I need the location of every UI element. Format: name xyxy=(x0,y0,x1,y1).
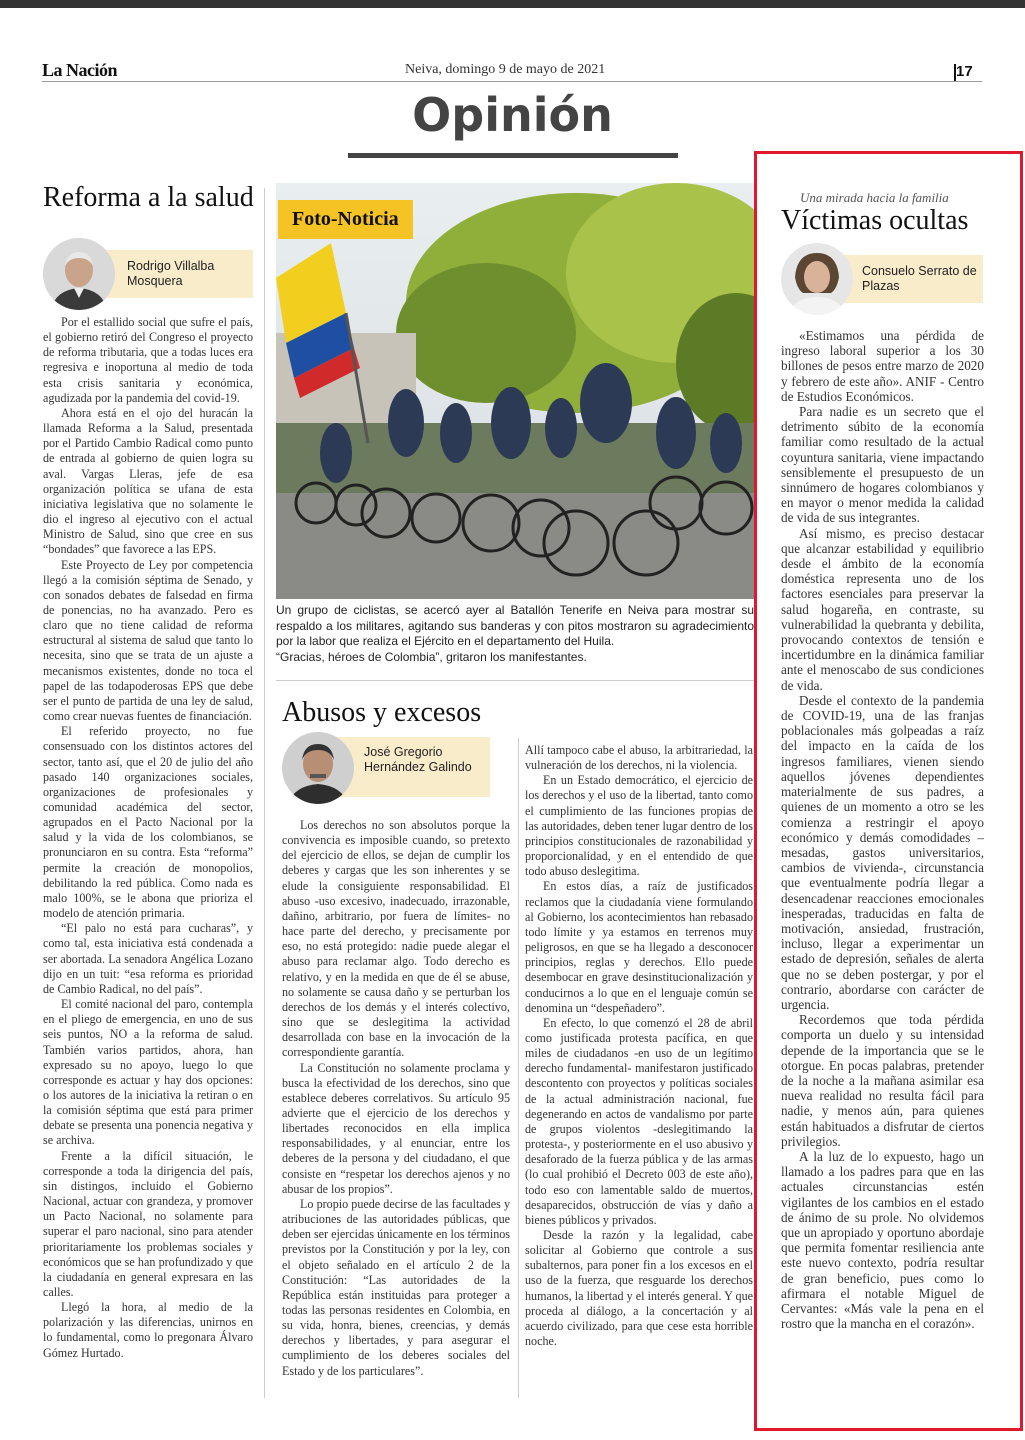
paragraph: En estos días, a raíz de justificados reclamos que la ciudadanía viene formulando al Gobierno, los acontecimientos han rebasado todo límite y ya estamos en terrenos muy peligrosos, en que se ha llegado a desconocer principios, reglas y derechos. Ello puede desembocar en grave desinstitucionalización y conducirnos a lo que en el lenguaje común se denomina un “despeñadero”. xyxy=(525,879,753,1015)
paragraph: Desde el contexto de la pandemia de COVID-19, una de las franjas poblacionales más golpeadas a raíz del impacto en la caída de los ingresos familiares, vienen siendo aquellos jóvenes dependientes materialmente de sus padres, a quienes de un momento a otro se les comienza a restringir el apoyo económico y demás comodidades –mesadas, gastos universitarios, cambios de vivienda-, circunstancia que eventualmente podría llegar a desencadenar reacciones emocionales inesperadas, traducidas en falta de motivación, ansiedad, frustración, incluso, llegar a experimentar un estado de depresión, señales de alerta que no se deben postergar, y por el contrario, abordarse con carácter de urgencia. xyxy=(781,692,984,1012)
paragraph: A la luz de lo expuesto, hago un llamado a los padres para que en las actuales circunstancias estén vigilantes de los cambios en el estado de ánimo de su prole. No olvidemos que un apropiado y oportuno abordaje que permita fomentar resiliencia ante este nuevo contexto, podría resultar de gran beneficio, pues como lo afirmara el notable Miguel de Cervantes: «Más vale la pena en el rostro que la mancha en el corazón». xyxy=(781,1148,984,1332)
photo-caption xyxy=(276,603,754,665)
paragraph: La Constitución no solamente proclama y busca la efectividad de los derechos, sino que establece deberes correlativos. Su artículo 95 advierte que el ejercicio de los derechos y libertades reconocidos en ella implica responsabilidades, y al enunciar, entre los deberes de la persona y del ciudadano, el que consiste en “respetar los derechos ajenos y no abusar de los propios”. xyxy=(282,1060,510,1196)
paragraph: Por el estallido social que sufre el país, el gobierno retiró del Congreso el proyecto de reforma tributaria, que a todas luces era regresiva e inoportuna al medio de toda esta crisis sanitaria y económica, agudizada por la pandemia del covid-19. xyxy=(43,315,253,405)
author-photo-consuelo xyxy=(781,243,853,315)
paragraph: «Estimamos una pérdida de ingreso laboral superior a los 30 billones de pesos entre marzo de 2020 y febrero de este año». ANIF - Centro de Estudios Económicos. xyxy=(781,328,984,404)
paragraph: El comité nacional del paro, contempla en el pliego de emergencia, en uno de sus seis puntos, NO a la reforma de salud. También varios partidos, ahora, han expresado su no apoyo, luego lo que corresponde es actuar y hay dos opciones: o los autores de la iniciativa la retiran o en la comisión séptima que está para primer debate se presenta una ponencia negativa y se archiva. xyxy=(43,997,253,1148)
paragraph: En un Estado democrático, el ejercicio de los derechos y el uso de la libertad, tanto como el cumplimiento de las funciones propias de las autoridades, deben tener lugar dentro de los principios constitucionales de razonabilidad y proporcionalidad, y en el entendido de que todo abuso deslegitima. xyxy=(525,773,753,879)
foto-noticia-tag: Foto-Noticia xyxy=(278,200,413,239)
paragraph: En efecto, lo que comenzó el 28 de abril como justificada protesta pacífica, en que miles de ciudadanos -en uso de un legítimo derecho fundamental- manifestaron justificado descontento con proyectos y políticas sociales de la actual administración nacional, fue degenerando en actos de vandalismo por parte de grupos violentos -deslegitimando la protesta-, y posteriormente en el uso abusivo y desaforado de la fuerza pública y de las armas (lo cual prohibió el Decreto 003 de este año), todo eso con lamentable saldo de muertos, desaparecidos, obstrucción de vías y daño a bienes públicos y privados. xyxy=(525,1015,753,1227)
article-body-abusos-col1 xyxy=(282,818,510,1379)
paragraph: Ahora está en el ojo del huracán la llamada Reforma a la Salud, presentada por el Partido Cambio Radical como punto de entrada al gobierno de quien logra su aval. Vargas Lleras, jefe de esa organización política se ufana de esta iniciativa legislativa que no solamente le dio el ingreso al ejecutivo con el actual Ministro de Salud, sino que cree en sus “bondades” que favorece a las EPS. xyxy=(43,405,253,557)
header-rule xyxy=(42,81,982,82)
caption-text: Un grupo de ciclistas, se acercó ayer al Batallón Tenerife en Neiva para mostrar su respaldo a los militares, agitando sus banderas y con pitos mostraron su agradecimiento por la labor que realiza el Ejército en el departamento del Huila. xyxy=(276,603,754,648)
page-number: 17 xyxy=(956,63,973,80)
top-bar xyxy=(0,0,1025,8)
paragraph: Para nadie es un secreto que el detrimento súbito de la economía familiar como resultado de la actual coyuntura sanitaria, viene impactando sensiblemente el presupuesto de un sinnúmero de hogares colombianos y en mayor o menor medida la calidad de vida de sus integrantes. xyxy=(781,404,984,526)
author-name: Consuelo Serrato de Plazas xyxy=(862,264,977,293)
byline-reforma xyxy=(100,250,253,298)
author-name: José Gregorio Hernández Galindo xyxy=(364,745,472,774)
paragraph: Frente a la difícil situación, le corresponde a toda la dirigencia del país, sin distingos, incluido el Gobierno Nacional, actuar con grandeza, y promover un Pacto Nacional, no solamente para superar el paro nacional, sino para atender prioritariamente los problemas sociales y económicos que se han profundizado y que la ciudadanía en general expresara en las calles. xyxy=(43,1148,253,1299)
paragraph: El referido proyecto, no fue consensuado con los distintos actores del sector, tanto así, que el 20 de julio del año pasado 140 organizaciones sociales, organizaciones de profesionales y comunidad académica del sector, agrupados en el Pacto Nacional por la salud y la vida de los colombianos, se pronunciaron en su contra. Esta “reforma” permite la creación de monopolios, debilitando la red pública. Como nada es malo 100%, se le abona que prioriza el modelo de atención primaria. xyxy=(43,724,253,921)
paragraph: “El palo no está para cucharas”, y como tal, esta iniciativa está condenada a ser abortada. La senadora Angélica Lozano dijo en un tuit: “esa reforma es prioridad de Cambio Radical, no del país”. xyxy=(43,921,253,996)
article-body-victimas xyxy=(781,328,984,1331)
column-divider xyxy=(264,188,265,1398)
paragraph: Llegó la hora, al medio de la polarización y las diferencias, unirnos en lo fundamental, como lo pregonara Álvaro Gómez Hurtado. xyxy=(43,1300,253,1360)
section-rule xyxy=(348,153,678,158)
kicker: Una mirada hacia la familia xyxy=(800,190,949,205)
headline-victimas: Víctimas ocultas xyxy=(781,205,969,236)
headline-reforma: Reforma a la salud xyxy=(43,182,254,213)
author-name: Rodrigo Villalba Mosquera xyxy=(127,259,215,288)
paragraph: Allí tampoco cabe el abuso, la arbitrariedad, la vulneración de los derechos, ni la violencia. xyxy=(525,743,753,773)
paragraph: Los derechos no son absolutos porque la convivencia es imposible cuando, so pretexto del ejercicio de ellos, se dejan de cumplir los deberes y cargas que les son inherentes y se elude la consiguiente responsabilidad. El abuso -uso excesivo, inadecuado, irrazonable, dañino, arbitrario, por fuera de límites- no hace parte del derecho, y precisamente por eso, no está protegido: nadie puede alegar el abuso para reclamar algo. Todo derecho es relativo, y en la medida en que de él se abuse, no solamente se causa daño y se perturban los derechos de los demás y el interés colectivo, sino que se deslegitima la actividad desarrollada con base en la invocación de la correspondiente garantía. xyxy=(282,818,510,1060)
paragraph: Lo propio puede decirse de las facultades y atribuciones de las autoridades públicas, que deben ser ejercidas únicamente en los términos previstos por la Constitución y por la ley, con el objeto señalado en el artículo 2 de la Constitución: “Las autoridades de la República están instituidas para proteger a todas las personas residentes en Colombia, en su vida, honra, bienes, creencias, y demás derechos y libertades, y para asegurar el cumplimiento de los deberes sociales del Estado y de los particulares”. xyxy=(282,1196,510,1378)
section-title: Opinión xyxy=(412,88,613,142)
paragraph: Así mismo, es preciso destacar que alcanzar estabilidad y equilibrio desde el ámbito de la economía doméstica representa uno de los factores esenciales para preservar la salud hogareña, en contraste, su vulnerabilidad la quebranta y debilita, provocando contextos de tensión e incertidumbre en la dinámica familiar ante el menoscabo de sus condiciones de vida. xyxy=(781,525,984,693)
news-photo-cyclists xyxy=(276,183,754,599)
newspaper-logo: La Nación xyxy=(42,60,118,80)
author-photo-rodrigo xyxy=(43,238,115,310)
article-body-reforma xyxy=(43,315,253,1361)
paragraph: Este Proyecto de Ley por competencia llegó a la comisión séptima de Senado, y con sonados debates de falsedad en firma de ponencias, no ha avanzado. Pero es claro que no tiene calidad de reforma estructural al sistema de salud que tanto lo necesita, sino que se trata de un ajuste a mecanismos existentes, donde no toca el papel de las todapoderosas EPS que debe ser el punto de partida de una ley de salud, como crear nuevas fuentes de financiación. xyxy=(43,557,253,724)
byline-abusos xyxy=(330,737,490,797)
paragraph: Desde la razón y la legalidad, cabe solicitar al Gobierno que controle a sus subalternos, para poner fin a los excesos en el uso de la fuerza, que resguarde los derechos humanos, la libertad y el interés general. Y que proceda al diálogo, a la concertación y al acuerdo civilizado, para que cese esta horrible noche. xyxy=(525,1228,753,1349)
section-divider xyxy=(276,680,754,681)
headline-abusos: Abusos y excesos xyxy=(282,697,482,728)
article-body-abusos-col2 xyxy=(525,743,753,1349)
dateline: Neiva, domingo 9 de mayo de 2021 xyxy=(405,62,606,77)
caption-quote: “Gracias, héroes de Colombia”, gritaron los manifestantes. xyxy=(276,649,587,664)
author-photo-jose xyxy=(282,732,354,804)
column-divider xyxy=(518,738,519,1398)
paragraph: Recordemos que toda pérdida comporta un duelo y su intensidad depende de la importancia que se le otorgue. En pocas palabras, pretender de la noche a la mañana asimilar esa nueva realidad no resulta fácil para nadie, y menos aún, para quienes están habituados a disfrutar de ciertos privilegios. xyxy=(781,1012,984,1149)
